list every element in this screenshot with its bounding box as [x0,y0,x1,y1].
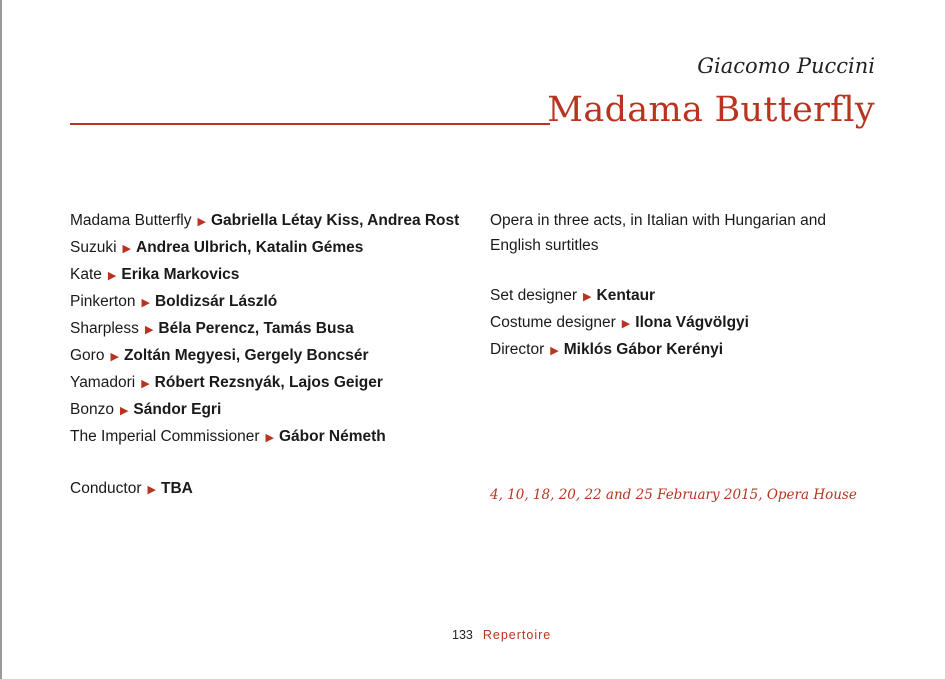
cast-row [70,370,470,397]
arrow-icon: ▶ [621,318,631,330]
performer-name: Gábor Németh [278,428,386,445]
arrow-icon: ▶ [144,324,154,336]
cast-row [70,235,470,262]
conductor-name: TBA [160,480,193,497]
role-label: Conductor [70,480,142,497]
arrow-icon: ▶ [119,405,129,417]
role-label: Bonzo [70,401,114,418]
role-label: Goro [70,347,105,364]
crew-row [490,283,890,310]
composer-name: Giacomo Puccini [697,54,875,78]
cast-row [70,397,470,424]
opera-description: Opera in three acts, in Italian with Hungarian and English surtitles [490,212,827,254]
role-label: Director [490,341,545,358]
cast-row [70,208,470,235]
performer-name: Boldizsár László [154,293,278,310]
page-title: Madama Butterfly [547,90,875,130]
arrow-icon: ▶ [583,291,592,303]
cast-row [70,343,470,370]
arrow-icon: ▶ [265,432,274,444]
role-label: Madama Butterfly [70,212,192,229]
spacer [70,451,470,476]
arrow-icon: ▶ [147,484,156,496]
arrow-icon: ▶ [122,243,131,255]
cast-row [70,316,470,343]
cast-list [70,208,470,503]
arrow-icon: ▶ [107,270,117,282]
role-label: Costume designer [490,314,616,331]
performer-name: Andrea Ulbrich, Katalin Gémes [136,239,364,256]
page-number: 133 [452,628,473,642]
role-label: Kate [70,266,102,283]
conductor-row [70,476,470,503]
crew-name: Ilona Vágvölgyi [635,314,749,331]
performer-name: Erika Markovics [121,266,240,283]
performance-dates: 4, 10, 18, 20, 22 and 25 February 2015, Opera House [490,487,857,503]
page-spine [0,0,2,679]
role-label: Yamadori [70,374,136,391]
crew-name: Miklós Gábor Kerényi [563,341,724,358]
arrow-icon: ▶ [197,216,206,228]
role-label: Set designer [490,287,578,304]
production-info [490,208,890,364]
performer-name: Zoltán Megyesi, Gergely Boncsér [123,347,369,364]
crew-name: Kentaur [596,287,656,304]
role-label: Sharpless [70,320,139,337]
cast-row [70,262,470,289]
performer-name: Sándor Egri [133,401,222,418]
title-rule [70,123,550,125]
performer-name: Róbert Rezsnyák, Lajos Geiger [154,374,383,391]
role-label: The Imperial Commissioner [70,428,260,445]
arrow-icon: ▶ [110,351,119,363]
page-footer [452,628,551,642]
section-name: Repertoire [482,628,552,642]
cast-row [70,424,470,451]
arrow-icon: ▶ [550,345,559,357]
crew-row [490,337,890,364]
performer-name: Gabriella Létay Kiss, Andrea Rost [210,212,460,229]
role-label: Suzuki [70,239,117,256]
arrow-icon: ▶ [141,297,150,309]
performer-name: Béla Perencz, Tamás Busa [158,320,354,337]
arrow-icon: ▶ [141,378,150,390]
cast-row [70,289,470,316]
spacer [490,258,890,283]
crew-row [490,310,890,337]
role-label: Pinkerton [70,293,136,310]
